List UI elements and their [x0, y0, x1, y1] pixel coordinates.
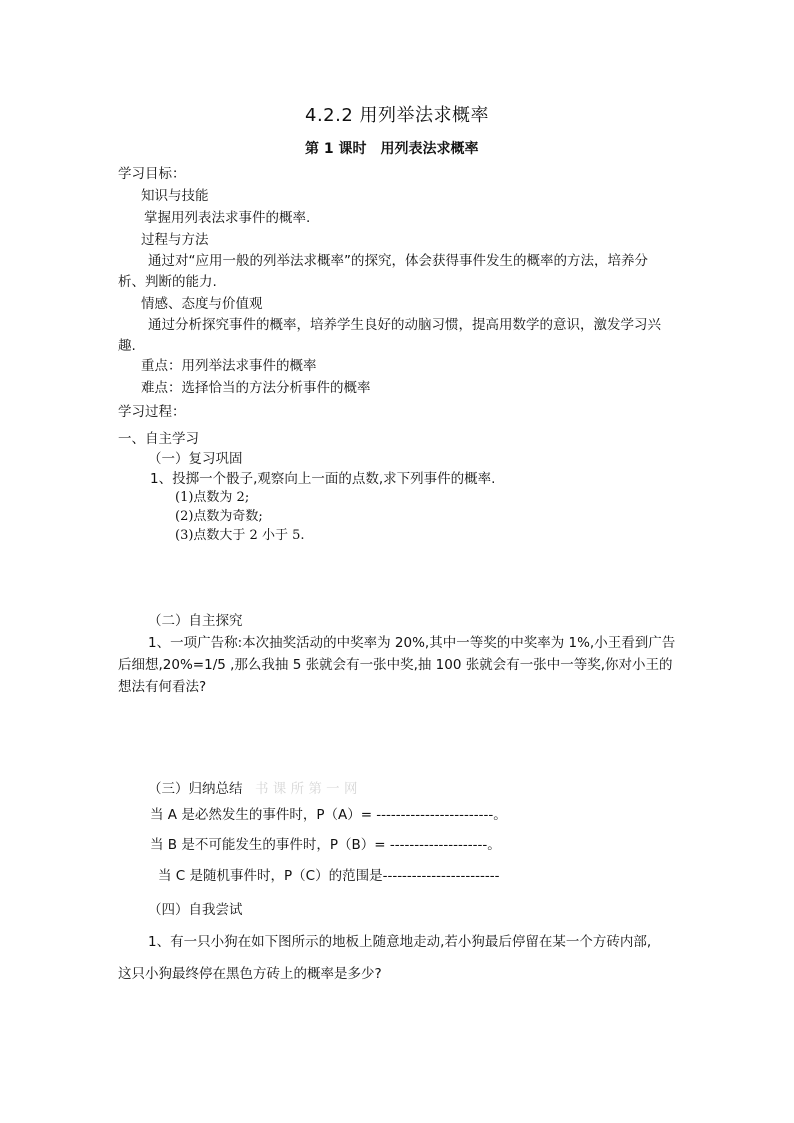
section-self-study: 一、自主学习 — [118, 431, 199, 447]
attitude-text-line1: 通过分析探究事件的概率，培养学生良好的动脑习惯，提高用数学的意识，激发学习兴 — [148, 317, 661, 333]
explore-question-line1: 1、一项广告称:本次抽奖活动的中奖率为 20%,其中一等奖的中奖率为 1%,小王看到广告 — [148, 635, 676, 651]
process-section-heading: 学习过程： — [118, 404, 186, 420]
summary-item-b: 当 B 是不可能发生的事件时，P（B）= --------------------。 — [150, 837, 501, 853]
review-item-c: (3)点数大于 2 小于 5. — [175, 528, 305, 543]
try-heading: （四）自我尝试 — [148, 902, 243, 918]
try-question-line2: 这只小狗最终停在黑色方砖上的概率是多少? — [118, 966, 382, 982]
attitude-text-line2: 趣. — [118, 338, 136, 354]
knowledge-heading: 知识与技能 — [141, 188, 209, 204]
explore-heading: （二）自主探究 — [148, 613, 243, 629]
summary-item-c: 当 C 是随机事件时，P（C）的范围是------------------------ — [158, 868, 500, 884]
difficulty-point: 难点：选择恰当的方法分析事件的概率 — [141, 380, 371, 396]
process-text-line1: 通过对“应用一般的列举法求概率”的探究，体会获得事件发生的概率的方法，培养分 — [148, 253, 648, 269]
process-heading: 过程与方法 — [141, 232, 209, 248]
review-item-b: (2)点数为奇数; — [175, 509, 263, 524]
attitude-heading: 情感、态度与价值观 — [141, 296, 263, 312]
summary-item-a: 当 A 是必然发生的事件时，P（A）= ------------------------。 — [150, 807, 507, 823]
key-point: 重点：用列举法求事件的概率 — [141, 358, 317, 374]
page-title: 4.2.2 用列举法求概率 — [305, 105, 490, 126]
explore-question-line2: 后细想,20%=1/5 ,那么我抽 5 张就会有一张中奖,抽 100 张就会有一张中一等奖,你对小王的 — [118, 657, 673, 673]
page-subtitle: 第 1 课时 用列表法求概率 — [305, 141, 479, 157]
review-item-a: (1)点数为 2; — [175, 490, 250, 505]
summary-heading: （三）归纳总结 — [148, 781, 243, 797]
process-text-line2: 析、判断的能力. — [118, 274, 217, 290]
review-question-1: 1、投掷一个骰子,观察向上一面的点数,求下列事件的概率. — [150, 471, 496, 487]
knowledge-text: 掌握用列表法求事件的概率. — [144, 210, 311, 226]
explore-question-line3: 想法有何看法? — [118, 679, 207, 695]
objectives-heading: 学习目标： — [118, 166, 186, 182]
review-heading: （一）复习巩固 — [148, 451, 243, 467]
try-question-line1: 1、有一只小狗在如下图所示的地板上随意地走动,若小狗最后停留在某一个方砖内部, — [148, 934, 652, 950]
watermark: 书 课 所 第 一 网 — [255, 781, 358, 797]
